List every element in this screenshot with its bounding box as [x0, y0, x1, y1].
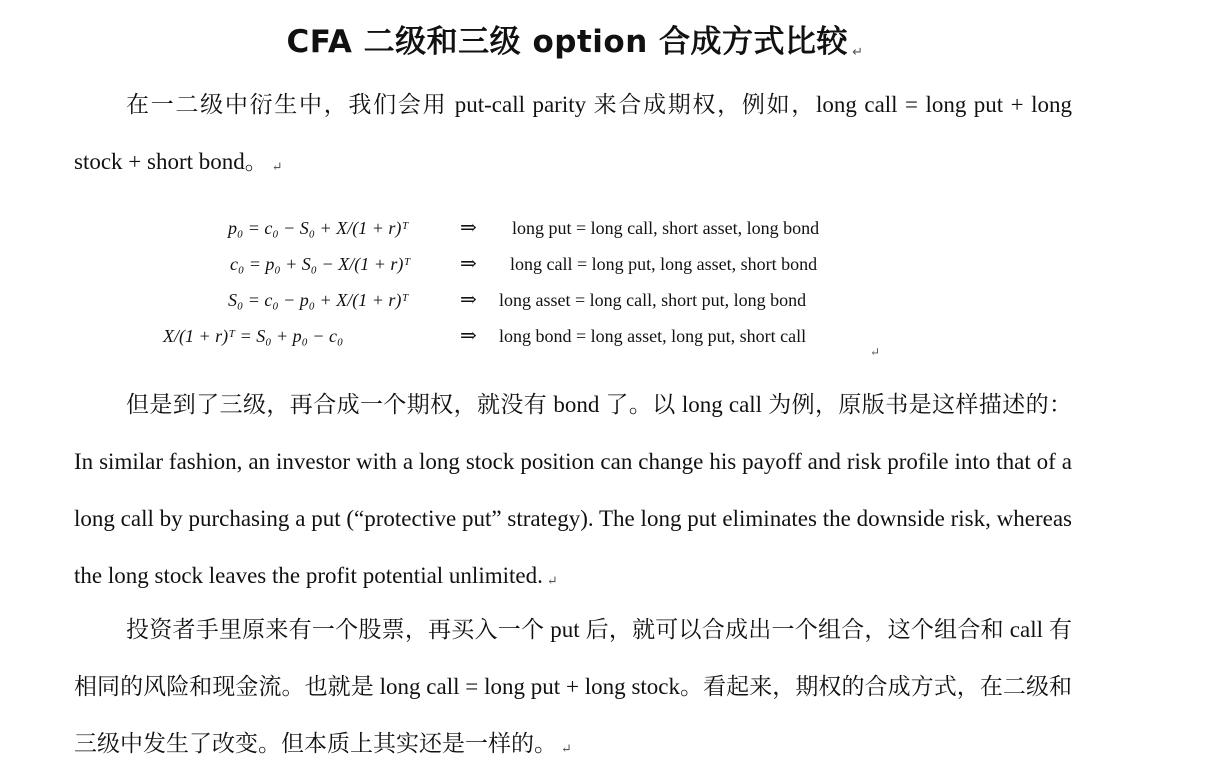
equation-rhs: long put = long call, short asset, long bond [512, 218, 820, 238]
equation-lhs: c₀ = p₀ + S₀ − X/(1 + r)ᵀ [230, 254, 411, 274]
paragraph-mark-icon: ↵ [271, 159, 283, 174]
paragraph-mark-icon: ↵ [546, 573, 558, 588]
paragraph-intro [74, 76, 1072, 195]
implies-arrow-icon: ⇒ [460, 325, 477, 347]
paragraph-mark-icon: ↵ [852, 45, 864, 60]
equation-block [0, 205, 1205, 365]
paragraph-text: 投资者手里原来有一个股票，再买入一个 put 后，就可以合成出一个组合，这个组合和 call 有相同的风险和现金流。也就是 long call = long put + long stock。看起来，期权的合成方式，在二级和三级中发生了改变。但本质上其实还是一样的。 [74, 617, 1072, 756]
implies-arrow-icon: ⇒ [460, 289, 477, 311]
paragraph-level3 [74, 376, 1072, 609]
implies-arrow-icon: ⇒ [460, 253, 477, 275]
equation-lhs: S₀ = c₀ − p₀ + X/(1 + r)ᵀ [228, 290, 409, 310]
document-title [0, 16, 1150, 61]
paragraph-text: 但是到了三级，再合成一个期权，就没有 bond 了。以 long call 为例，原版书是这样描述的：In similar fashion, an investor with a long stock position can change his payoff and risk profile into that of a long call by purchasing a put (“protective put” strategy). The long put eliminates the downside risk, whereas the long stock leaves the profit potential unlimited. [74, 392, 1072, 588]
paragraph-mark-icon: ↵ [561, 741, 572, 756]
equation-rhs: long asset = long call, short put, long bond [499, 290, 807, 310]
paragraph-conclusion [74, 601, 1072, 777]
title-text: CFA 二级和三级 option 合成方式比较 [286, 24, 849, 60]
paragraph-mark-icon: ↵ [870, 345, 881, 359]
paragraph-text: 在一二级中衍生中，我们会用 put-call parity 来合成期权，例如，long call = long put + long stock + short bond。 [74, 92, 1072, 174]
equation-rhs: long bond = long asset, long put, short call [499, 326, 807, 346]
equation-rhs: long call = long put, long asset, short bond [510, 254, 818, 274]
implies-arrow-icon: ⇒ [460, 217, 477, 239]
equation-lhs: X/(1 + r)ᵀ = S₀ + p₀ − c₀ [163, 326, 344, 346]
equation-lhs: p₀ = c₀ − S₀ + X/(1 + r)ᵀ [228, 218, 409, 238]
